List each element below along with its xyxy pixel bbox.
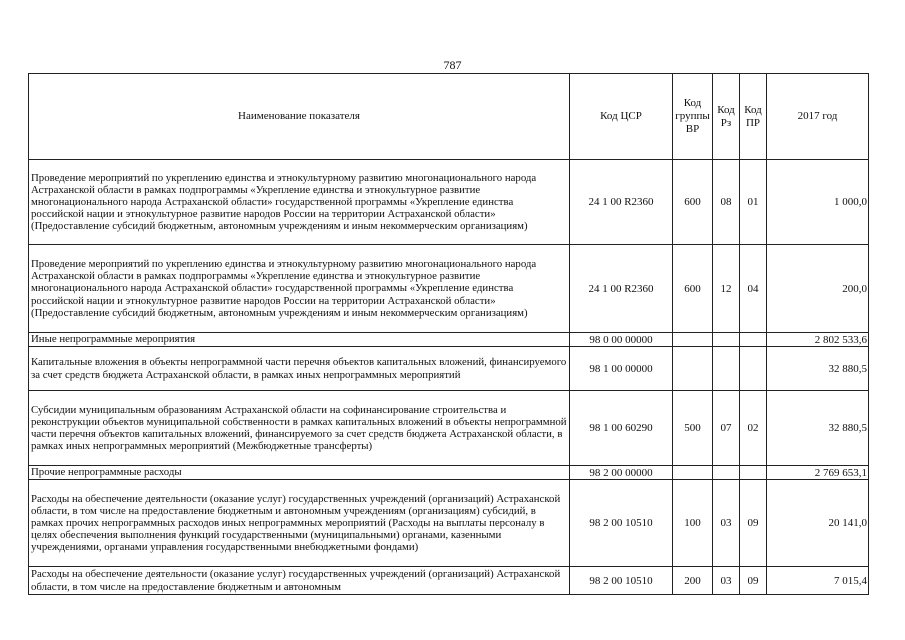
row-vr-code: 100 [673,480,713,567]
row-csr-code: 98 2 00 10510 [570,480,673,567]
budget-table [28,73,869,595]
row-rz-code: 08 [713,160,740,245]
row-amount: 32 880,5 [767,391,869,466]
row-vr-code: 200 [673,567,713,595]
row-rz-code: 12 [713,245,740,333]
row-vr-code [673,347,713,391]
row-csr-code: 98 1 00 00000 [570,347,673,391]
row-pr-code: 09 [740,567,767,595]
row-name: Расходы на обеспечение деятельности (оказание услуг) государственных учреждений (организаций) Астраханской области, в том числе на предоставление бюджетным и автономным учреждениям (организациям) субсидий, в рамках прочих непрограммных расходов иных непрограммных мероприятий (Расходы на выплаты персоналу в целях обеспечения выполнения функций государственными (муниципальными) органами, казенными учреждениями, органами управления государственными внебюджетными фондами) [29,480,570,567]
row-rz-code: 07 [713,391,740,466]
row-name: Проведение мероприятий по укреплению единства и этнокультурному развитию многонационального народа Астраханской области в рамках подпрограммы «Укрепление единства и этнокультурное развитие многонационального народа Астраханской области» государственной программы «Укрепление единства российской нации и этнокультурное развитие народов России на территории Астраханской области» (Предоставление субсидий бюджетным, автономным учреждениям и иным некоммерческим организациям) [29,245,570,333]
table-row [29,347,869,391]
table-row [29,391,869,466]
page-number: 787 [443,58,462,72]
row-amount: 2 769 653,1 [767,466,869,480]
row-name: Иные непрограммные мероприятия [29,333,570,347]
row-amount: 1 000,0 [767,160,869,245]
row-csr-code: 98 1 00 60290 [570,391,673,466]
table-row [29,466,869,480]
row-pr-code: 01 [740,160,767,245]
row-rz-code: 03 [713,480,740,567]
table-row [29,160,869,245]
row-csr-code: 24 1 00 R2360 [570,245,673,333]
row-vr-code [673,333,713,347]
row-vr-code: 500 [673,391,713,466]
header-csr-code: Код ЦСР [570,74,673,160]
header-vr-code: Код группы ВР [673,74,713,160]
table-header-row [29,74,869,160]
row-name: Капитальные вложения в объекты непрограммной части перечня объектов капитальных вложений, финансируемого за счет средств бюджета Астраханской области, в рамках иных непрограммных мероприятий [29,347,570,391]
row-rz-code [713,347,740,391]
row-csr-code: 98 2 00 00000 [570,466,673,480]
row-csr-code: 98 0 00 00000 [570,333,673,347]
row-vr-code: 600 [673,245,713,333]
row-pr-code: 09 [740,480,767,567]
row-csr-code: 98 2 00 10510 [570,567,673,595]
table-row [29,333,869,347]
row-pr-code: 04 [740,245,767,333]
row-amount: 2 802 533,6 [767,333,869,347]
header-pr-code: Код ПР [740,74,767,160]
row-vr-code: 600 [673,160,713,245]
row-rz-code: 03 [713,567,740,595]
header-rz-code: Код Рз [713,74,740,160]
header-year: 2017 год [767,74,869,160]
row-name: Расходы на обеспечение деятельности (оказание услуг) государственных учреждений (организаций) Астраханской области, в том числе на предоставление бюджетным и автономным [29,567,570,595]
table-row [29,245,869,333]
table-row [29,480,869,567]
table-row [29,567,869,595]
row-pr-code [740,333,767,347]
row-csr-code: 24 1 00 R2360 [570,160,673,245]
row-amount: 32 880,5 [767,347,869,391]
row-pr-code [740,466,767,480]
row-pr-code: 02 [740,391,767,466]
row-name: Субсидии муниципальным образованиям Астраханской области на софинансирование строительства и реконструкции объектов муниципальной собственности в рамках капитальных вложений в объекты непрограммной части перечня объектов капитальных вложений, финансируемого за счет средств бюджета Астраханской области, в рамках иных непрограммных мероприятий (Межбюджетные трансферты) [29,391,570,466]
header-name: Наименование показателя [29,74,570,160]
row-name: Проведение мероприятий по укреплению единства и этнокультурному развитию многонационального народа Астраханской области в рамках подпрограммы «Укреплeние единства и этнокультурное развитие многонационального народа Астраханской области» государственной программы «Укрепление единства российской нации и этнокультурное развитие народов России на территории Астраханской области» (Предоставление субсидий бюджетным, автономным учреждениям и иным некоммерческим организациям) [29,160,570,245]
row-name: Прочие непрограммные расходы [29,466,570,480]
row-rz-code [713,333,740,347]
row-amount: 7 015,4 [767,567,869,595]
row-vr-code [673,466,713,480]
row-pr-code [740,347,767,391]
row-rz-code [713,466,740,480]
row-amount: 20 141,0 [767,480,869,567]
row-amount: 200,0 [767,245,869,333]
